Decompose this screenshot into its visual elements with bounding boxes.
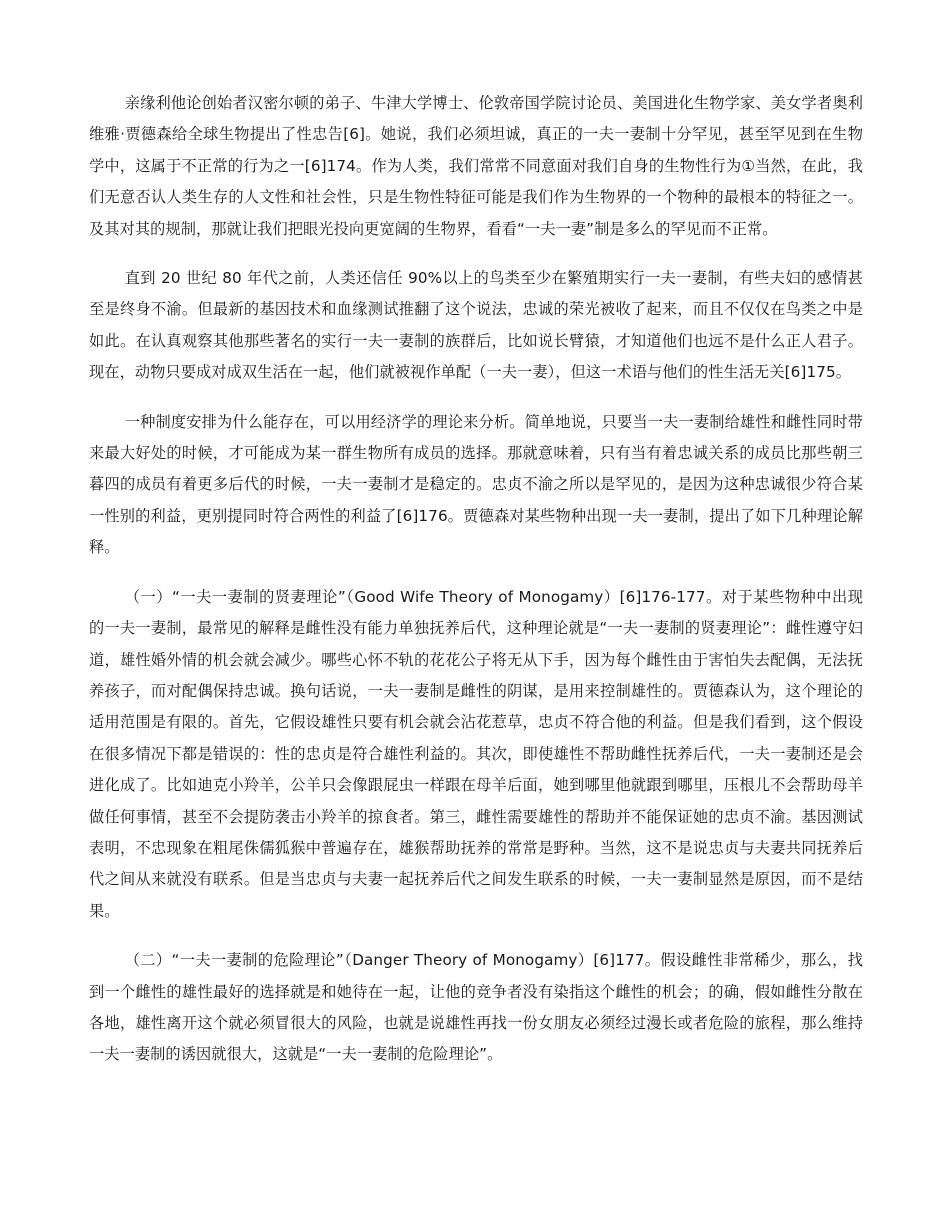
paragraph-3: 一种制度安排为什么能存在，可以用经济学的理论来分析。简单地说，只要当一夫一妻制给雄性和雌性同时带来最大好处的时候，才可能成为某一群生物所有成员的选择。那就意味着，只有当有着忠诚关系的成员比那些朝三暮四的成员有着更多后代的时候，一夫一妻制才是稳定的。忠贞不渝之所以是罕见的，是因为这种忠诚很少符合某一性别的利益，更别提同时符合两性的利益了[6]176。贾德森对某些物种出现一夫一妻制，提出了如下几种理论解释。 — [89, 412, 863, 557]
paragraph-1: 亲缘利他论创始者汉密尔顿的弟子、牛津大学博士、伦敦帝国学院讨论员、美国进化生物学家、美女学者奥利维雅·贾德森给全球生物提出了性忠告[6]。她说，我们必须坦诚，真正的一夫一妻制十分罕见，甚至罕见到在生物学中，这属于不正常的行为之一[6]174。作为人类，我们常常不同意面对我们自身的生物性行为①当然，在此，我们无意否认人类生存的人文性和社会性，只是生物性特征可能是我们作为生物界的一个物种的最根本的特征之一。及其对其的规制，那就让我们把眼光投向更宽阔的生物界，看看“一夫一妻”制是多么的罕见而不正常。 — [89, 94, 863, 238]
paragraph-5: （二）“一夫一妻制的危险理论”（Danger Theory of Monogamy）[6]177。假设雌性非常稀少，那么，找到一个雌性的雄性最好的选择就是和她待在一起，让他的竞争者没有染指这个雌性的机会；的确，假如雌性分散在各地，雄性离开这个就必须冒很大的风险，也就是说雄性再找一份女朋友必须经过漫长或者危险的旅程，那么维持一夫一妻制的诱因就很大，这就是“一夫一妻制的危险理论”。 — [89, 951, 863, 1064]
document-page — [89, 88, 863, 1071]
paragraph-4: （一）“一夫一妻制的贤妻理论”（Good Wife Theory of Monogamy）[6]176-177。对于某些物种中出现的一夫一妻制，最常见的解释是雌性没有能力单独抚养后代，这种理论就是“一夫一妻制的贤妻理论”：雌性遵守妇道，雄性婚外情的机会就会减少。哪些心怀不轨的花花公子将无从下手，因为每个雌性由于害怕失去配偶，无法抚养孩子，而对配偶保持忠诚。换句话说，一夫一妻制是雌性的阴谋，是用来控制雄性的。贾德森认为，这个理论的适用范围是有限的。首先，它假设雄性只要有机会就会沾花惹草，忠贞不符合他的利益。但是我们看到，这个假设在很多情况下都是错误的：性的忠贞是符合雄性利益的。其次，即使雄性不帮助雌性抚养后代，一夫一妻制还是会进化成了。比如迪克小羚羊，公羊只会像跟屁虫一样跟在母羊后面，她到哪里他就跟到哪里，压根儿不会帮助母羊做任何事情，甚至不会提防袭击小羚羊的掠食者。第三，雌性需要雄性的帮助并不能保证她的忠贞不渝。基因测试表明，不忠现象在粗尾侏儒狐猴中普遍存在，雄猴帮助抚养的常常是野种。当然，这不是说忠贞与夫妻共同抚养后代之间从来就没有联系。但是当忠贞与夫妻一起抚养后代之间发生联系的时候，一夫一妻制显然是原因，而不是结果。 — [89, 587, 863, 920]
paragraph-2: 直到 20 世纪 80 年代之前，人类还信任 90%以上的鸟类至少在繁殖期实行一夫一妻制，有些夫妇的感情甚至是终身不渝。但最新的基因技术和血缘测试推翻了这个说法，忠诚的荣光被收了起来，而且不仅仅在鸟类之中是如此。在认真观察其他那些著名的实行一夫一妻制的族群后，比如说长臂猿，才知道他们也远不是什么正人君子。现在，动物只要成对成双生活在一起，他们就被视作单配（一夫一妻），但这一术语与他们的性生活无关[6]175。 — [89, 269, 863, 382]
